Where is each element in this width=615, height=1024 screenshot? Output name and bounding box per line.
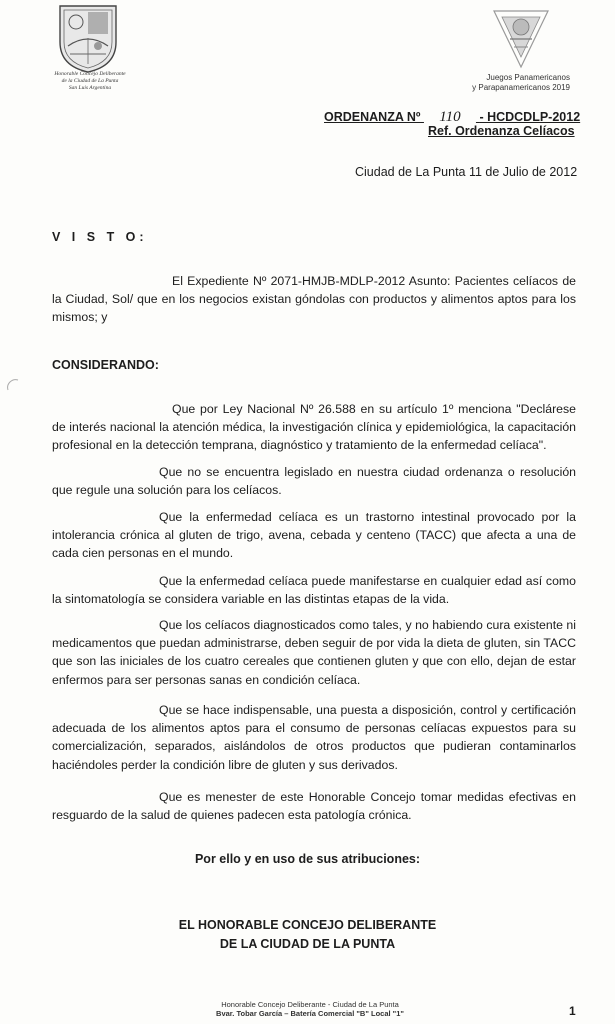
page-footer <box>160 1000 460 1018</box>
considerando-paragraph: Que por Ley Nacional Nº 26.588 en su artículo 1º menciona "Declárese de interés nacional la atención médica, la investigación clínica y epidemiológica, la capacitación profesional en la detección temprana, diagnóstico y tratamiento de la enfermedad celíaca". <box>52 402 576 453</box>
ordinance-suffix: - HCDCDLP-2012 <box>479 110 581 124</box>
considerando-paragraph: Que no se encuentra legislado en nuestra ciudad ordenanza o resolución que regule una solución para los celíacos. <box>52 465 576 498</box>
ordinance-number: 110 <box>439 109 461 125</box>
ordinance-prefix: ORDENANZA Nº <box>324 110 421 124</box>
pan-american-games-logo <box>490 3 552 71</box>
ordinance-reference: Ref. Ordenanza Celíacos <box>428 124 575 138</box>
footer-line: Bvar. Tobar García – Batería Comercial "B" Local "1" <box>216 1009 404 1018</box>
games-caption <box>440 73 570 93</box>
por-ello-line: Por ello y en uso de sus atribuciones: <box>194 852 421 866</box>
games-caption-line: y Parapanamericanos 2019 <box>472 83 570 92</box>
footer-line: Honorable Concejo Deliberante - Ciudad de La Punta <box>221 1000 399 1009</box>
visto-heading: V I S T O: <box>52 230 148 244</box>
seal-caption <box>40 71 140 92</box>
seal-caption-line: San Luis Argentina <box>68 85 112 91</box>
considerando-paragraph: Que los celíacos diagnosticados como tales, y no habiendo cura existente ni medicamentos que puedan administrarse, deben seguir de por vida la dieta de gluten, sin TACC que son las iniciales de los cuatro cereales que contienen gluten y que con ello, dejan de estar enfermos para ser personas sanas en condición celíaca. <box>52 618 576 687</box>
resolving-body-line: DE LA CIUDAD DE LA PUNTA <box>219 937 396 951</box>
punch-hole-mark <box>6 378 20 392</box>
considerando-paragraph: Que se hace indispensable, una puesta a disposición, control y certificación adecuada de los alimentos aptos para el consumo de personas celíacas expuestos para su comercialización, separados, aislándolos de otros productos que pudieran contaminarlos haciéndoles perder la condición libre de gluten y sus derivados. <box>52 703 576 772</box>
page-number: 1 <box>569 1004 576 1018</box>
seal-caption-line: Honorable Concejo Deliberante <box>54 71 126 77</box>
visto-paragraph: El Expediente Nº 2071-HMJB-MDLP-2012 Asunto: Pacientes celíacos de la Ciudad, Sol/ que en los negocios existan góndolas con productos y alimentos aptos para los mismos; y <box>52 274 576 325</box>
resolving-body <box>0 916 615 954</box>
games-caption-line: Juegos Panamericanos <box>486 73 570 82</box>
considerando-paragraph: Que es menester de este Honorable Concejo tomar medidas efectivas en resguardo de la salud de quienes padecen esta patología crónica. <box>52 790 576 823</box>
resolving-body-line: EL HONORABLE CONCEJO DELIBERANTE <box>178 918 437 932</box>
seal-caption-line: de la Ciudad de La Punta <box>61 78 119 84</box>
council-seal-logo <box>52 2 124 74</box>
considerando-paragraph: Que la enfermedad celíaca es un trastorno intestinal provocado por la intolerancia crónica al gluten de trigo, avena, cebada y centeno (TACC) que afecta a una de cada cien personas en el mundo. <box>52 510 576 561</box>
considerando-heading: CONSIDERANDO: <box>52 358 159 372</box>
considerando-paragraph: Que la enfermedad celíaca puede manifestarse en cualquier edad así como la sintomatología se considera variable en las distintas etapas de la vida. <box>52 574 576 607</box>
document-date: Ciudad de La Punta 11 de Julio de 2012 <box>355 165 578 179</box>
